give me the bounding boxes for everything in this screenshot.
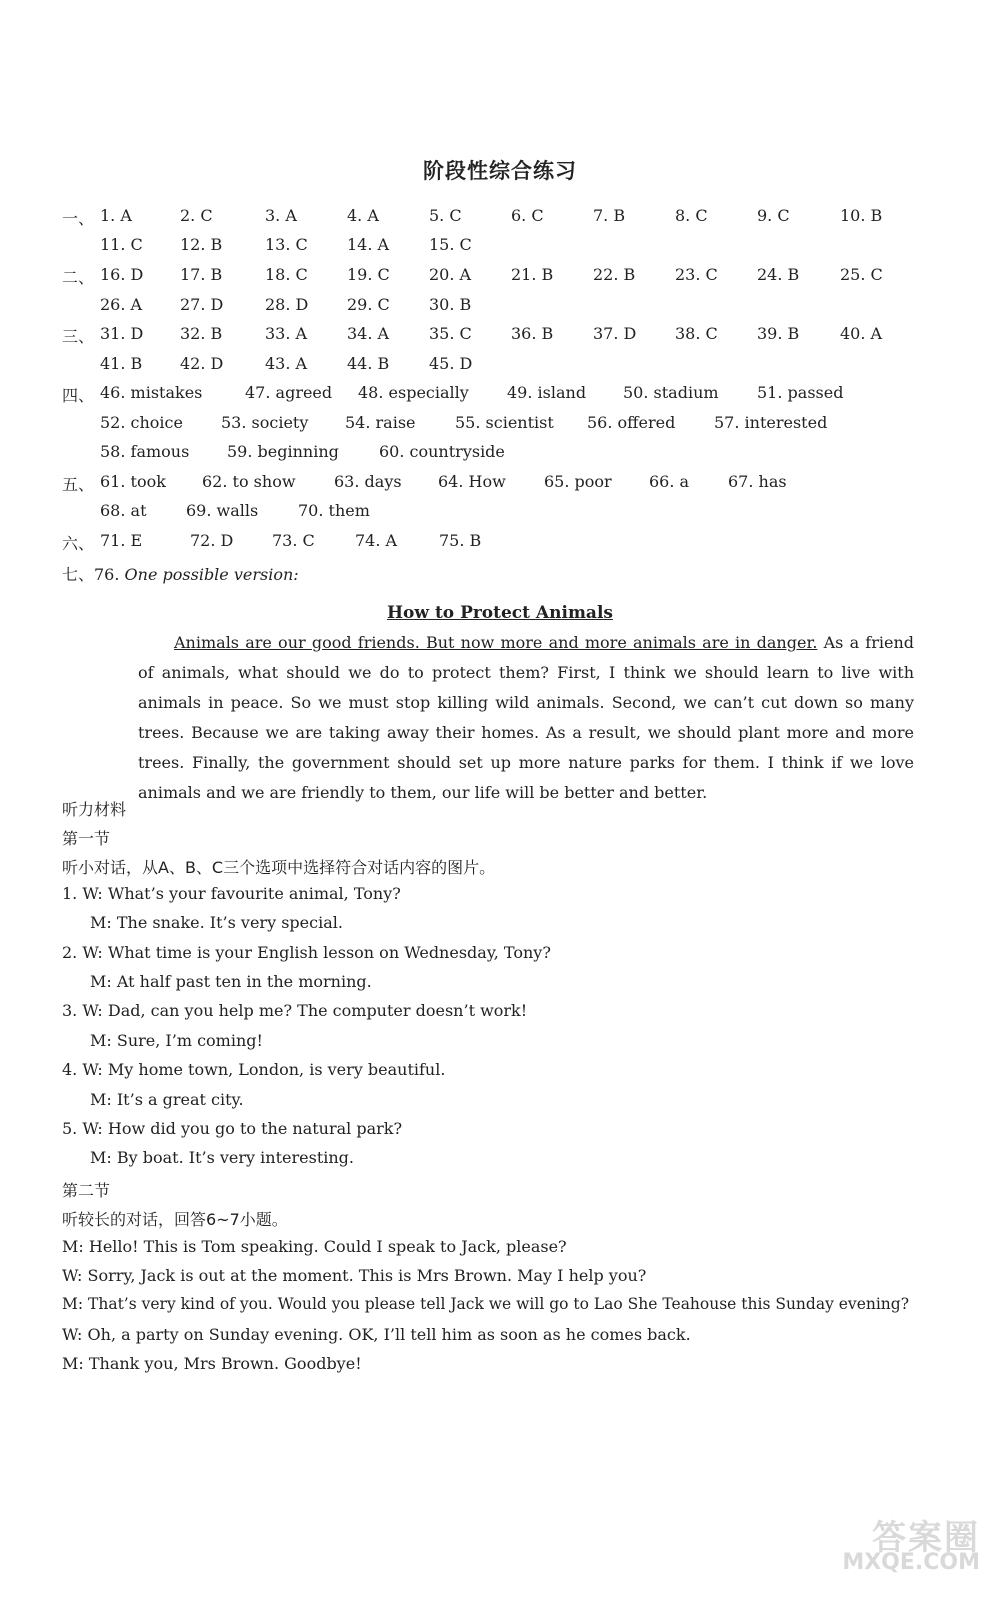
section-number: 六、 [62, 534, 95, 553]
answer-item: 38. C [675, 324, 718, 343]
answer-row [62, 501, 942, 527]
watermark-url: MXQE.COM [842, 1550, 980, 1575]
answer-item: 17. B [180, 265, 223, 284]
answer-item: 44. B [347, 354, 390, 373]
answer-row [62, 472, 942, 498]
answer-item: 62. to show [202, 472, 296, 491]
dialog-line: M: It’s a great city. [90, 1090, 244, 1109]
answer-item: 29. C [347, 295, 390, 314]
section-number: 七、76. [62, 565, 125, 584]
answer-item: 36. B [511, 324, 554, 343]
dialog-line: M: By boat. It’s very interesting. [90, 1148, 354, 1167]
answer-item: 56. offered [587, 413, 676, 432]
answer-item: 43. A [265, 354, 308, 373]
answer-item: 16. D [100, 265, 144, 284]
answer-item: 10. B [840, 206, 883, 225]
answer-item: 57. interested [714, 413, 828, 432]
essay-text: As a friend of animals, what should we do to protect them? First, I think we should learn to live with animals in peace. So we must stop killing wild animals. Second, we can’t cut down so many trees. Because we are taking away their homes. As a result, we should plant more and more trees. Finally, the government should set up more nature parks for them. I think if we love animals and we are friendly to them, our life will be better and better. [138, 633, 915, 802]
answer-item: 40. A [840, 324, 883, 343]
answer-item: 70. them [298, 501, 370, 520]
answer-item: 46. mistakes [100, 383, 203, 402]
answer-item: 5. C [429, 206, 462, 225]
section-instruction: 听小对话，从A、B、C三个选项中选择符合对话内容的图片。 [62, 858, 496, 877]
dialog-line: M: Hello! This is Tom speaking. Could I speak to Jack, please? [62, 1237, 567, 1256]
dialog-line: W: Sorry, Jack is out at the moment. This is Mrs Brown. May I help you? [62, 1266, 647, 1285]
answer-row [62, 531, 942, 557]
answer-item: 54. raise [345, 413, 416, 432]
answer-item: 72. D [190, 531, 234, 550]
answer-item: 23. C [675, 265, 718, 284]
answer-item: 55. scientist [455, 413, 554, 432]
section-instruction: 听较长的对话，回答6~7小题。 [62, 1210, 288, 1229]
answer-item: 67. has [728, 472, 787, 491]
answer-item: 53. society [221, 413, 309, 432]
answer-item: 59. beginning [227, 442, 339, 461]
answer-item: 68. at [100, 501, 147, 520]
answer-row [62, 413, 942, 439]
answer-item: 4. A [347, 206, 379, 225]
dialog-line: 3. W: Dad, can you help me? The computer doesn’t work! [62, 1001, 528, 1020]
answer-item: 52. choice [100, 413, 183, 432]
answer-item: 47. agreed [245, 383, 333, 402]
answer-row [62, 442, 942, 468]
answer-row [62, 235, 942, 261]
answer-item: 71. E [100, 531, 143, 550]
answer-item: 75. B [439, 531, 482, 550]
answer-item: 18. C [265, 265, 308, 284]
answer-item: 24. B [757, 265, 800, 284]
answer-item: 58. famous [100, 442, 190, 461]
answer-item: 3. A [265, 206, 297, 225]
answer-item: 11. C [100, 235, 143, 254]
answer-item: 14. A [347, 235, 390, 254]
dialog-line: M: Thank you, Mrs Brown. Goodbye! [62, 1354, 362, 1373]
dialog-line: M: Sure, I’m coming! [90, 1031, 263, 1050]
essay-heading [62, 562, 299, 585]
dialog-line: 2. W: What time is your English lesson on Wednesday, Tony? [62, 943, 551, 962]
answer-item: 12. B [180, 235, 223, 254]
dialog-line: 4. W: My home town, London, is very beautiful. [62, 1060, 446, 1079]
answer-item: 28. D [265, 295, 309, 314]
section-number: 四、 [62, 386, 95, 405]
essay-title: How to Protect Animals [387, 603, 613, 623]
watermark-logo [810, 1510, 980, 1580]
answer-item: 61. took [100, 472, 166, 491]
answer-item: 30. B [429, 295, 472, 314]
answer-item: 51. passed [757, 383, 844, 402]
essay-note: One possible version: [124, 565, 299, 584]
section-number: 二、 [62, 268, 95, 287]
answer-row [62, 265, 942, 291]
answer-item: 25. C [840, 265, 883, 284]
answer-item: 1. A [100, 206, 132, 225]
essay-body [138, 628, 914, 808]
section-number: 三、 [62, 327, 95, 346]
answer-item: 27. D [180, 295, 224, 314]
answer-item: 33. A [265, 324, 308, 343]
answer-item: 20. A [429, 265, 472, 284]
answer-item: 13. C [265, 235, 308, 254]
answer-item: 21. B [511, 265, 554, 284]
dialog-line: M: That’s very kind of you. Would you please tell Jack we will go to Lao She Teahouse this Sunday evening? [62, 1295, 910, 1313]
section-number: 五、 [62, 475, 95, 494]
answer-item: 32. B [180, 324, 223, 343]
dialog-line: M: At half past ten in the morning. [90, 972, 372, 991]
dialog-line: W: Oh, a party on Sunday evening. OK, I’ll tell him as soon as he comes back. [62, 1325, 691, 1344]
answer-item: 2. C [180, 206, 213, 225]
answer-row [62, 206, 942, 232]
answer-item: 41. B [100, 354, 143, 373]
answer-item: 37. D [593, 324, 637, 343]
answer-item: 42. D [180, 354, 224, 373]
answer-item: 31. D [100, 324, 144, 343]
answer-item: 63. days [334, 472, 402, 491]
answer-item: 6. C [511, 206, 544, 225]
watermark-text: 答案圈 [872, 1518, 980, 1558]
answer-row [62, 383, 942, 409]
page-title: 阶段性综合练习 [423, 158, 577, 183]
answer-item: 48. especially [358, 383, 469, 402]
answer-item: 60. countryside [379, 442, 505, 461]
answer-item: 49. island [507, 383, 587, 402]
answer-item: 50. stadium [623, 383, 719, 402]
answer-item: 39. B [757, 324, 800, 343]
answer-item: 34. A [347, 324, 390, 343]
listening-heading: 听力材料 [62, 800, 127, 819]
answer-row [62, 324, 942, 350]
section-number: 一、 [62, 209, 95, 228]
answer-item: 66. a [649, 472, 690, 491]
answer-item: 9. C [757, 206, 790, 225]
answer-item: 45. D [429, 354, 473, 373]
answer-row [62, 354, 942, 380]
dialog-line: 5. W: How did you go to the natural park? [62, 1119, 403, 1138]
answer-item: 69. walls [186, 501, 259, 520]
answer-item: 7. B [593, 206, 626, 225]
answer-item: 26. A [100, 295, 143, 314]
answer-item: 65. poor [544, 472, 612, 491]
answer-item: 73. C [272, 531, 315, 550]
answer-item: 64. How [438, 472, 506, 491]
answer-item: 35. C [429, 324, 472, 343]
answer-item: 19. C [347, 265, 390, 284]
answer-item: 15. C [429, 235, 472, 254]
dialog-line: 1. W: What’s your favourite animal, Tony? [62, 884, 401, 903]
answer-item: 8. C [675, 206, 708, 225]
section-label: 第一节 [62, 829, 111, 848]
answer-item: 22. B [593, 265, 636, 284]
answer-item: 74. A [355, 531, 398, 550]
essay-topic-sentence: Animals are our good friends. But now more and more animals are in danger. [174, 633, 818, 652]
answer-row [62, 295, 942, 321]
section-label: 第二节 [62, 1181, 111, 1200]
dialog-line: M: The snake. It’s very special. [90, 913, 343, 932]
